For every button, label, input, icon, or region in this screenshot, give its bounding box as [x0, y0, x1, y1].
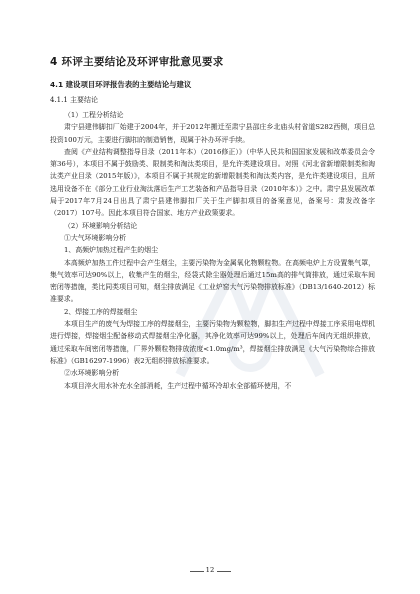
footer-divider [217, 571, 231, 572]
paragraph: 查阅《产业结构调整指导目录（2011年本）（2016修正）》（中华人民共和国国家发展和改革委员会令第36号），本项目不属于鼓励类、限制类和淘汰类项目，是允许类建设项目。对照《河北省新增限制类和淘汰类产业目录（2015年版）》，本项目不属于其规定的新增限制类和淘汰类内容，是允许类建设项目，且所选用设备不在《部分工业行业淘汰落后生产工艺装备和产品指导目录（2010年本）》之中。肃宁县发展改革局于2017年7月24日出具了肃宁县建伟脚扣厂关于生产脚扣项目的备案意见，备案号：肃发改备字（2017）107号。因此本项目符合国家、地方产业政策要求。 [50, 147, 375, 218]
subsection-heading: 4.1.1 主要结论 [50, 96, 99, 104]
subitem-title: ①大气环境影响分析 [64, 233, 127, 242]
chapter-heading: 4 环评主要结论及环评审批意见要求 [50, 56, 224, 68]
item-title: （2）环境影响分析结论 [64, 221, 138, 230]
subitem-title: 1、高频炉加热过程产生的烟尘 [64, 246, 158, 255]
subitem-title: ②水环境影响分析 [64, 369, 120, 378]
section-heading: 4.1 建设项目环评报告表的主要结论与建议 [50, 80, 192, 89]
paragraph: 本高频炉加热工件过程中会产生烟尘，主要污染物为金属氧化物颗粒物。在高频电炉上方设置集气罩，集气效率可达90%以上，收集产生的烟尘，经袋式除尘器处理后通过15m高的排气筒排放，通过采取车间密闭等措施，类比同类项目可知，烟尘排放满足《工业炉窑大气污染物排放标准》（DB13/1640-2012）标准要求。 [50, 258, 375, 304]
footer-divider [190, 571, 204, 572]
item-title: （1）工程分析结论 [64, 111, 124, 119]
subitem-title: 2、焊接工序的焊接烟尘 [64, 307, 138, 316]
paragraph: 本项目生产的废气为焊接工序的焊接烟尘，主要污染物为颗粒物，脚扣生产过程中焊接工序采用电焊机进行焊接，焊接烟尘配备移动式焊接烟尘净化器，其净化效率可达99%以上，处理后车间内无组织排放，通过采取车间密闭等措施，厂界外颗粒物排放浓度<1.0mg/m³，焊接烟尘排放满足《大气污染物综合排放标准》（GB16297-1996）表2无组织排放标准要求。 [50, 320, 375, 365]
page-footer [0, 566, 420, 574]
page-number: 12 [205, 566, 215, 574]
paragraph: 肃宁县建伟脚扣厂始建于2004年，并于2012年搬迁至肃宁县邵庄乡北庙头村省道S282西侧，项目总投资100万元，主要进行脚扣的制造销售，现属于补办环评手续。 [50, 123, 375, 144]
paragraph: 本项目淬火用水补充水全部消耗，生产过程中循环冷却水全部循环使用，不 [64, 381, 292, 390]
page-content [50, 54, 375, 392]
